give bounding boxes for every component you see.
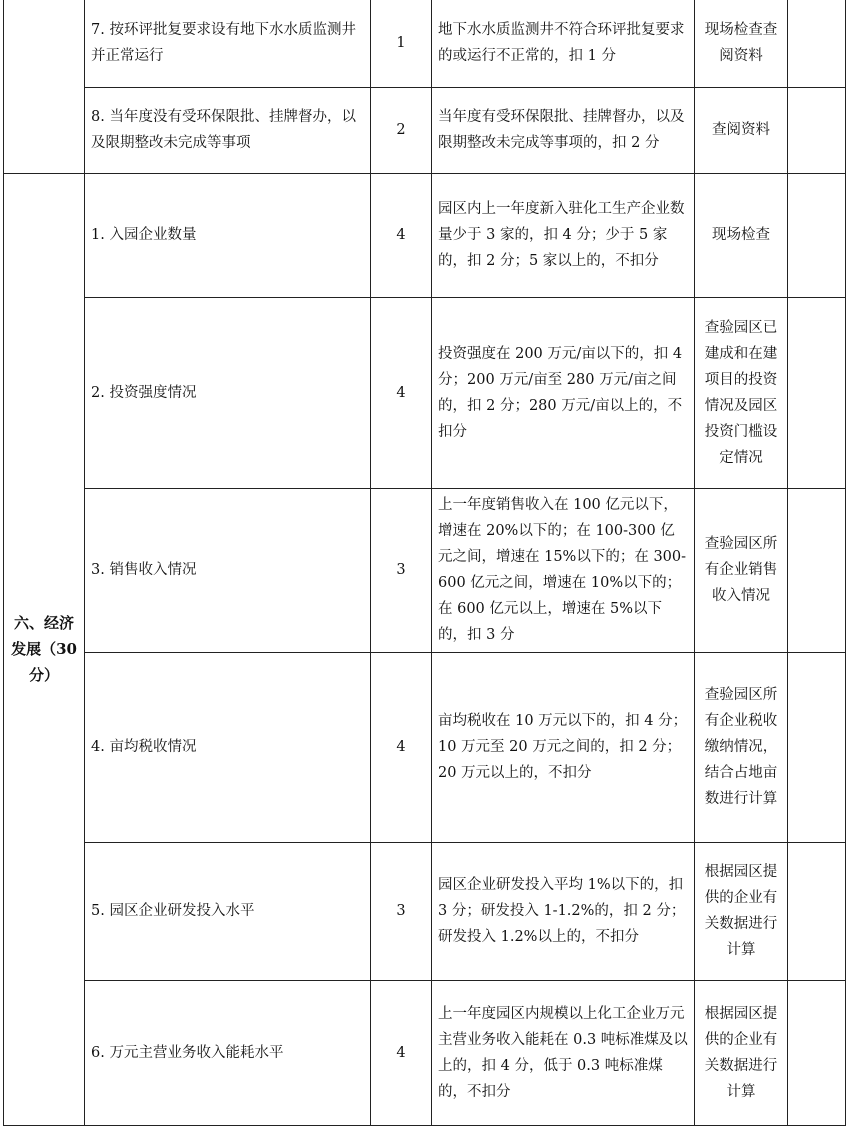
score-cell: 1 xyxy=(371,0,432,87)
table-row xyxy=(4,297,846,488)
method-cell: 根据园区提供的企业有关数据进行计算 xyxy=(695,842,788,980)
remark-cell xyxy=(788,297,846,488)
table-row xyxy=(4,488,846,652)
method-cell: 查验园区已建成和在建项目的投资情况及园区投资门槛设定情况 xyxy=(695,297,788,488)
rule-cell: 园区内上一年度新入驻化工生产企业数量少于 3 家的，扣 4 分；少于 5 家的，扣 2 分；5 家以上的，不扣分 xyxy=(432,173,695,297)
remark-cell xyxy=(788,980,846,1125)
method-cell: 现场检查查阅资料 xyxy=(695,0,788,87)
item-cell: 2. 投资强度情况 xyxy=(85,297,371,488)
remark-cell xyxy=(788,0,846,87)
remark-cell xyxy=(788,87,846,173)
item-cell: 7. 按环评批复要求设有地下水水质监测井并正常运行 xyxy=(85,0,371,87)
rule-cell: 地下水水质监测井不符合环评批复要求的或运行不正常的，扣 1 分 xyxy=(432,0,695,87)
remark-cell xyxy=(788,173,846,297)
item-cell: 1. 入园企业数量 xyxy=(85,173,371,297)
remark-cell xyxy=(788,842,846,980)
score-cell: 3 xyxy=(371,488,432,652)
method-cell: 查验园区所有企业销售收入情况 xyxy=(695,488,788,652)
evaluation-table xyxy=(3,0,846,1126)
rule-cell: 投资强度在 200 万元/亩以下的，扣 4 分；200 万元/亩至 280 万元/亩之间的，扣 2 分；280 万元/亩以上的，不扣分 xyxy=(432,297,695,488)
table-row xyxy=(4,652,846,842)
method-cell: 根据园区提供的企业有关数据进行计算 xyxy=(695,980,788,1125)
remark-cell xyxy=(788,488,846,652)
table-row xyxy=(4,842,846,980)
item-cell: 8. 当年度没有受环保限批、挂牌督办，以及限期整改未完成等事项 xyxy=(85,87,371,173)
table-row xyxy=(4,87,846,173)
score-cell: 2 xyxy=(371,87,432,173)
rule-cell: 园区企业研发投入平均 1%以下的，扣 3 分；研发投入 1-1.2%的，扣 2 分；研发投入 1.2%以上的，不扣分 xyxy=(432,842,695,980)
score-cell: 4 xyxy=(371,173,432,297)
score-cell: 3 xyxy=(371,842,432,980)
item-cell: 3. 销售收入情况 xyxy=(85,488,371,652)
table-row xyxy=(4,0,846,87)
remark-cell xyxy=(788,652,846,842)
rule-cell: 当年度有受环保限批、挂牌督办，以及限期整改未完成等事项的，扣 2 分 xyxy=(432,87,695,173)
table-row xyxy=(4,173,846,297)
method-cell: 现场检查 xyxy=(695,173,788,297)
table-row xyxy=(4,980,846,1125)
category-cell-previous xyxy=(4,0,85,173)
rule-cell: 上一年度园区内规模以上化工企业万元主营业务收入能耗在 0.3 吨标准煤及以上的，扣 4 分，低于 0.3 吨标准煤的，不扣分 xyxy=(432,980,695,1125)
score-cell: 4 xyxy=(371,652,432,842)
method-cell: 查验园区所有企业税收缴纳情况，结合占地亩数进行计算 xyxy=(695,652,788,842)
category-cell-economic: 六、经济发展（30分） xyxy=(4,173,85,1125)
score-cell: 4 xyxy=(371,297,432,488)
item-cell: 4. 亩均税收情况 xyxy=(85,652,371,842)
item-cell: 5. 园区企业研发投入水平 xyxy=(85,842,371,980)
method-cell: 查阅资料 xyxy=(695,87,788,173)
rule-cell: 亩均税收在 10 万元以下的，扣 4 分；10 万元至 20 万元之间的，扣 2 分；20 万元以上的，不扣分 xyxy=(432,652,695,842)
item-cell: 6. 万元主营业务收入能耗水平 xyxy=(85,980,371,1125)
rule-cell: 上一年度销售收入在 100 亿元以下，增速在 20%以下的；在 100-300 亿元之间，增速在 15%以下的；在 300-600 亿元之间，增速在 10%以下的；在 600 亿元以上，增速在 5%以下的，扣 3 分 xyxy=(432,488,695,652)
score-cell: 4 xyxy=(371,980,432,1125)
